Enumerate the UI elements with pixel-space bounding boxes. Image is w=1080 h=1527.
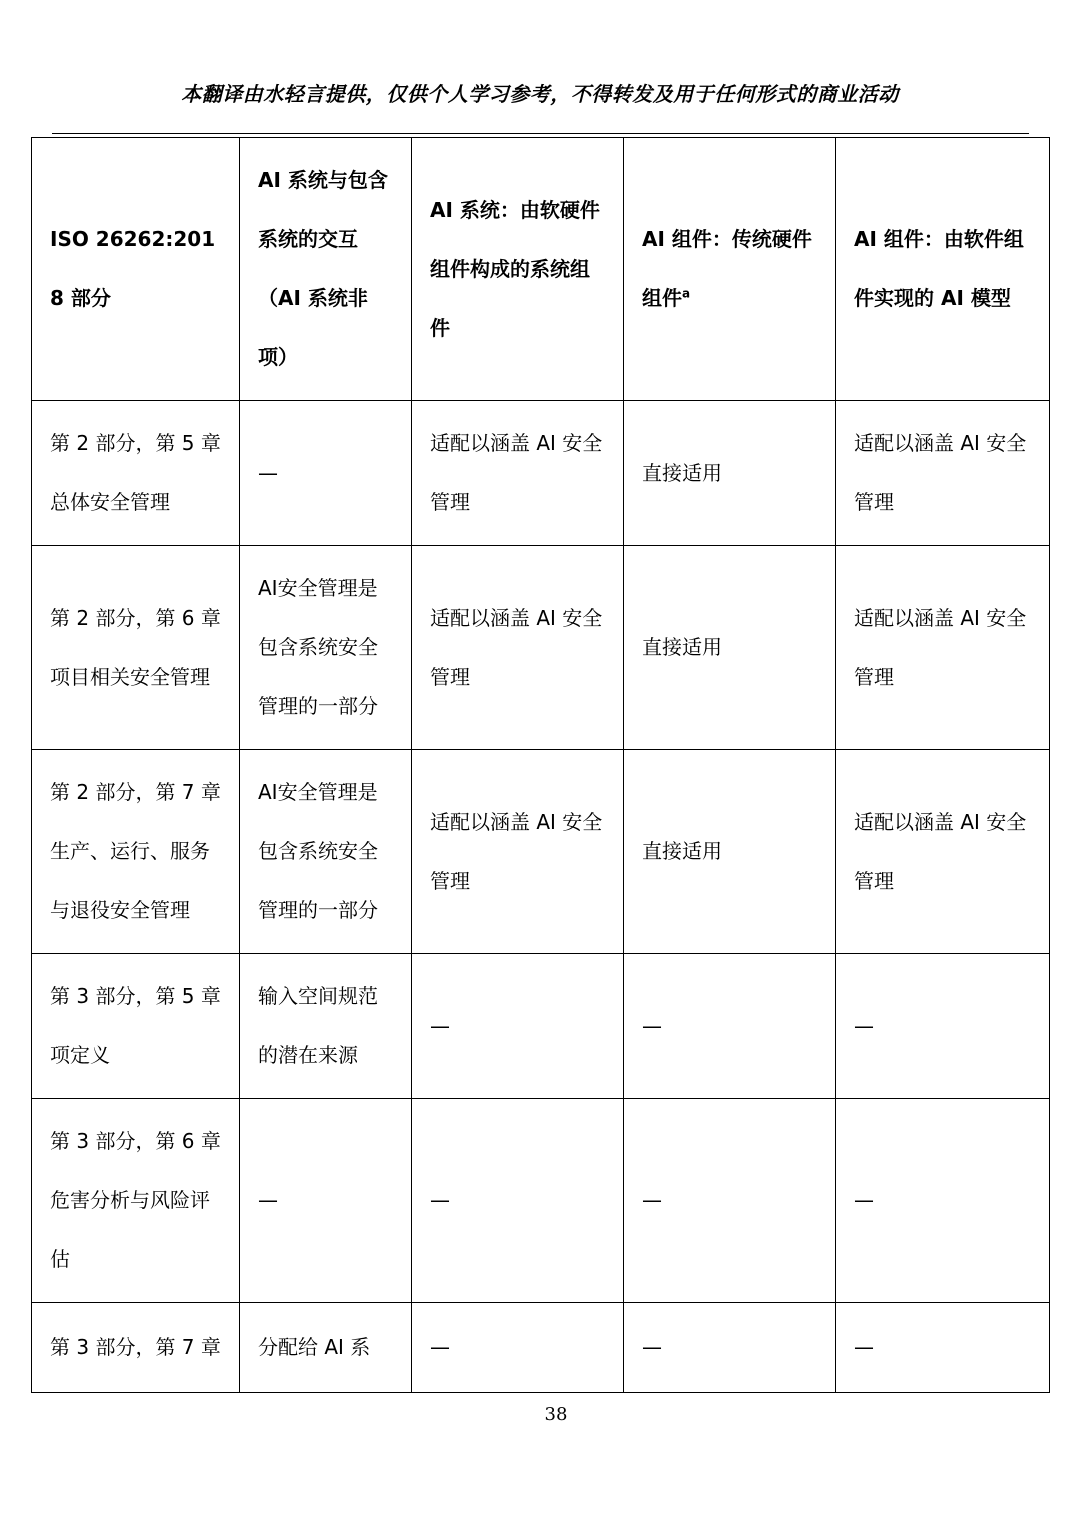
table-cell: 直接适用 xyxy=(624,750,836,954)
table-row xyxy=(32,750,1050,954)
header-cell-ai-system: AI 系统：由软硬件组件构成的系统组件 xyxy=(412,138,624,401)
table-cell: 输入空间规范的潜在来源 xyxy=(240,954,412,1099)
header-cell-hardware-component: AI 组件：传统硬件组件$^a$ xyxy=(624,138,836,401)
table-header-row xyxy=(32,138,1050,401)
table-row xyxy=(32,401,1050,546)
header-cell-system-interaction: AI 系统与包含系统的交互（AI 系统非项） xyxy=(240,138,412,401)
table-cell: 适配以涵盖 AI 安全管理 xyxy=(412,546,624,750)
mapping-table xyxy=(31,137,1050,1393)
table-cell: — xyxy=(624,1303,836,1393)
table-row xyxy=(32,1303,1050,1393)
table-cell: 适配以涵盖 AI 安全管理 xyxy=(412,401,624,546)
table-cell: — xyxy=(412,954,624,1099)
page-number: 38 xyxy=(544,1404,568,1425)
table-cell: 直接适用 xyxy=(624,401,836,546)
table-cell: 第 3 部分，第 5 章 项定义 xyxy=(32,954,240,1099)
table-cell: — xyxy=(624,1099,836,1303)
table-cell: 分配给 AI 系 xyxy=(240,1303,412,1393)
table-cell: 第 2 部分，第 5 章 总体安全管理 xyxy=(32,401,240,546)
header-cell-iso-part: ISO 26262:2018 部分 xyxy=(32,138,240,401)
table-cell: — xyxy=(836,954,1050,1099)
table-cell: 第 2 部分，第 6 章 项目相关安全管理 xyxy=(32,546,240,750)
document-header: 本翻译由水轻言提供，仅供个人学习参考，不得转发及用于任何形式的商业活动 xyxy=(181,82,899,106)
table-cell: AI安全管理是包含系统安全管理的一部分 xyxy=(240,546,412,750)
table-cell: 适配以涵盖 AI 安全管理 xyxy=(836,750,1050,954)
table-row xyxy=(32,954,1050,1099)
header-cell-ai-model: AI 组件：由软件组件实现的 AI 模型 xyxy=(836,138,1050,401)
header-divider xyxy=(52,133,1029,134)
table-cell: — xyxy=(412,1099,624,1303)
table-cell: 适配以涵盖 AI 安全管理 xyxy=(836,401,1050,546)
table-cell: — xyxy=(240,1099,412,1303)
footnote-marker: a xyxy=(682,286,691,301)
table-cell: — xyxy=(624,954,836,1099)
table-cell: — xyxy=(240,401,412,546)
table-cell: 第 2 部分，第 7 章 生产、运行、服务与退役安全管理 xyxy=(32,750,240,954)
table-cell: — xyxy=(836,1303,1050,1393)
table-cell: — xyxy=(836,1099,1050,1303)
table-row xyxy=(32,1099,1050,1303)
table-cell: — xyxy=(412,1303,624,1393)
table-cell: 第 3 部分，第 6 章 危害分析与风险评估 xyxy=(32,1099,240,1303)
table-cell: 第 3 部分，第 7 章 xyxy=(32,1303,240,1393)
table-cell: 直接适用 xyxy=(624,546,836,750)
table-cell: 适配以涵盖 AI 安全管理 xyxy=(412,750,624,954)
table-row xyxy=(32,546,1050,750)
table-cell: 适配以涵盖 AI 安全管理 xyxy=(836,546,1050,750)
table-cell: AI安全管理是包含系统安全管理的一部分 xyxy=(240,750,412,954)
